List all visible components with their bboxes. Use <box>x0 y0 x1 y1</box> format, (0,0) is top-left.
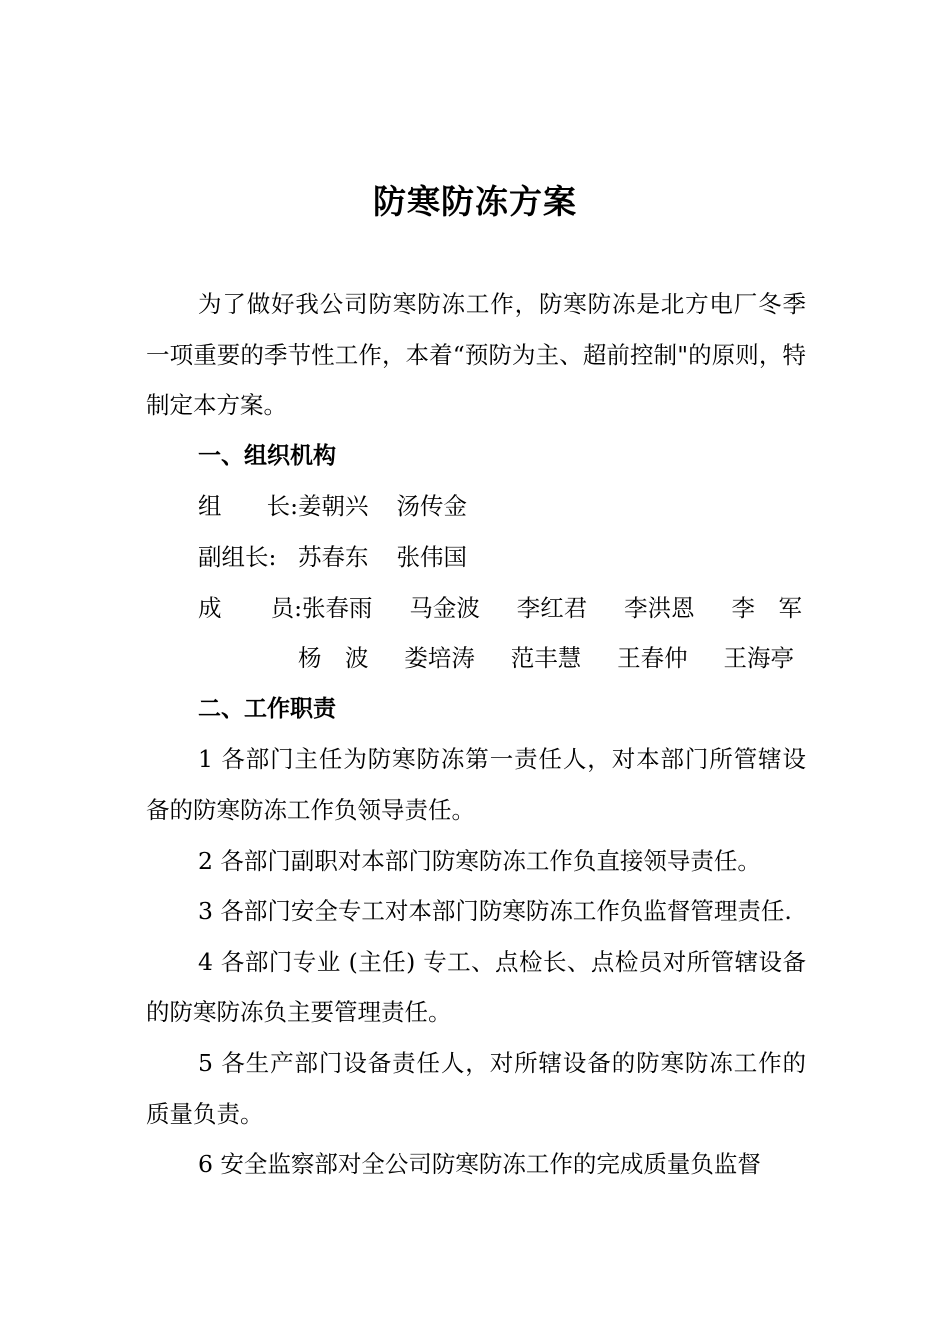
section-heading-organization: 一、组织机构 <box>198 442 336 469</box>
deputy-name: 苏春东 <box>298 542 369 571</box>
members-names-row2 <box>298 633 794 684</box>
members-label-part-a: 成 <box>198 593 222 622</box>
responsibility-item-4: 4 各部门专业 (主任) 专工、点检长、点检员对所管辖设备的防寒防冻负主要管理责任。 <box>146 947 806 1027</box>
member-name: 王春仲 <box>617 644 688 673</box>
section-heading-responsibilities: 二、工作职责 <box>198 695 336 722</box>
deputy-name: 张伟国 <box>396 542 467 571</box>
deputy-row <box>146 532 806 583</box>
document-body <box>146 279 806 1190</box>
responsibility-item-5: 5 各生产部门设备责任人，对所辖设备的防寒防冻工作的质量负责。 <box>146 1048 806 1128</box>
member-name: 李洪恩 <box>624 593 695 622</box>
members-label-part-b: 员: <box>270 593 302 622</box>
member-name: 杨 波 <box>298 644 369 673</box>
leader-label <box>198 481 298 532</box>
member-name: 范丰慧 <box>510 644 582 673</box>
members-names-row1 <box>302 583 802 634</box>
deputy-label: 副组长: <box>198 542 277 571</box>
member-name: 王海亭 <box>723 644 794 673</box>
responsibility-item-2: 2 各部门副职对本部门防寒防冻工作负直接领导责任。 <box>198 846 761 875</box>
member-name: 马金波 <box>409 593 480 622</box>
responsibility-item-6: 6 安全监察部对全公司防寒防冻工作的完成质量负监督 <box>198 1150 761 1179</box>
leader-row <box>146 481 806 532</box>
responsibility-item-1: 1 各部门主任为防寒防冻第一责任人，对本部门所管辖设备的防寒防冻工作负领导责任。 <box>146 745 806 824</box>
leader-name: 汤传金 <box>396 492 467 521</box>
members-row <box>146 583 806 634</box>
leader-names <box>298 481 467 532</box>
members-row-continued <box>146 633 806 684</box>
deputy-names <box>298 532 467 583</box>
document-title: 防寒防冻方案 <box>373 182 577 221</box>
intro-paragraph: 为了做好我公司防寒防冻工作，防寒防冻是北方电厂冬季一项重要的季节性工作，本着“预防为主、超前控制"的原则，特制定本方案。 <box>146 290 806 420</box>
responsibility-item-3: 3 各部门安全专工对本部门防寒防冻工作负监督管理责任. <box>198 897 792 926</box>
leader-name: 姜朝兴 <box>298 492 369 521</box>
member-name: 娄培涛 <box>404 644 475 673</box>
member-name: 张春雨 <box>302 593 373 622</box>
leader-label-part-a: 组 <box>198 492 222 521</box>
members-label <box>198 583 302 634</box>
leader-label-part-b: 长: <box>266 492 298 521</box>
member-name: 李红君 <box>516 593 588 622</box>
member-name: 李 军 <box>731 593 802 622</box>
